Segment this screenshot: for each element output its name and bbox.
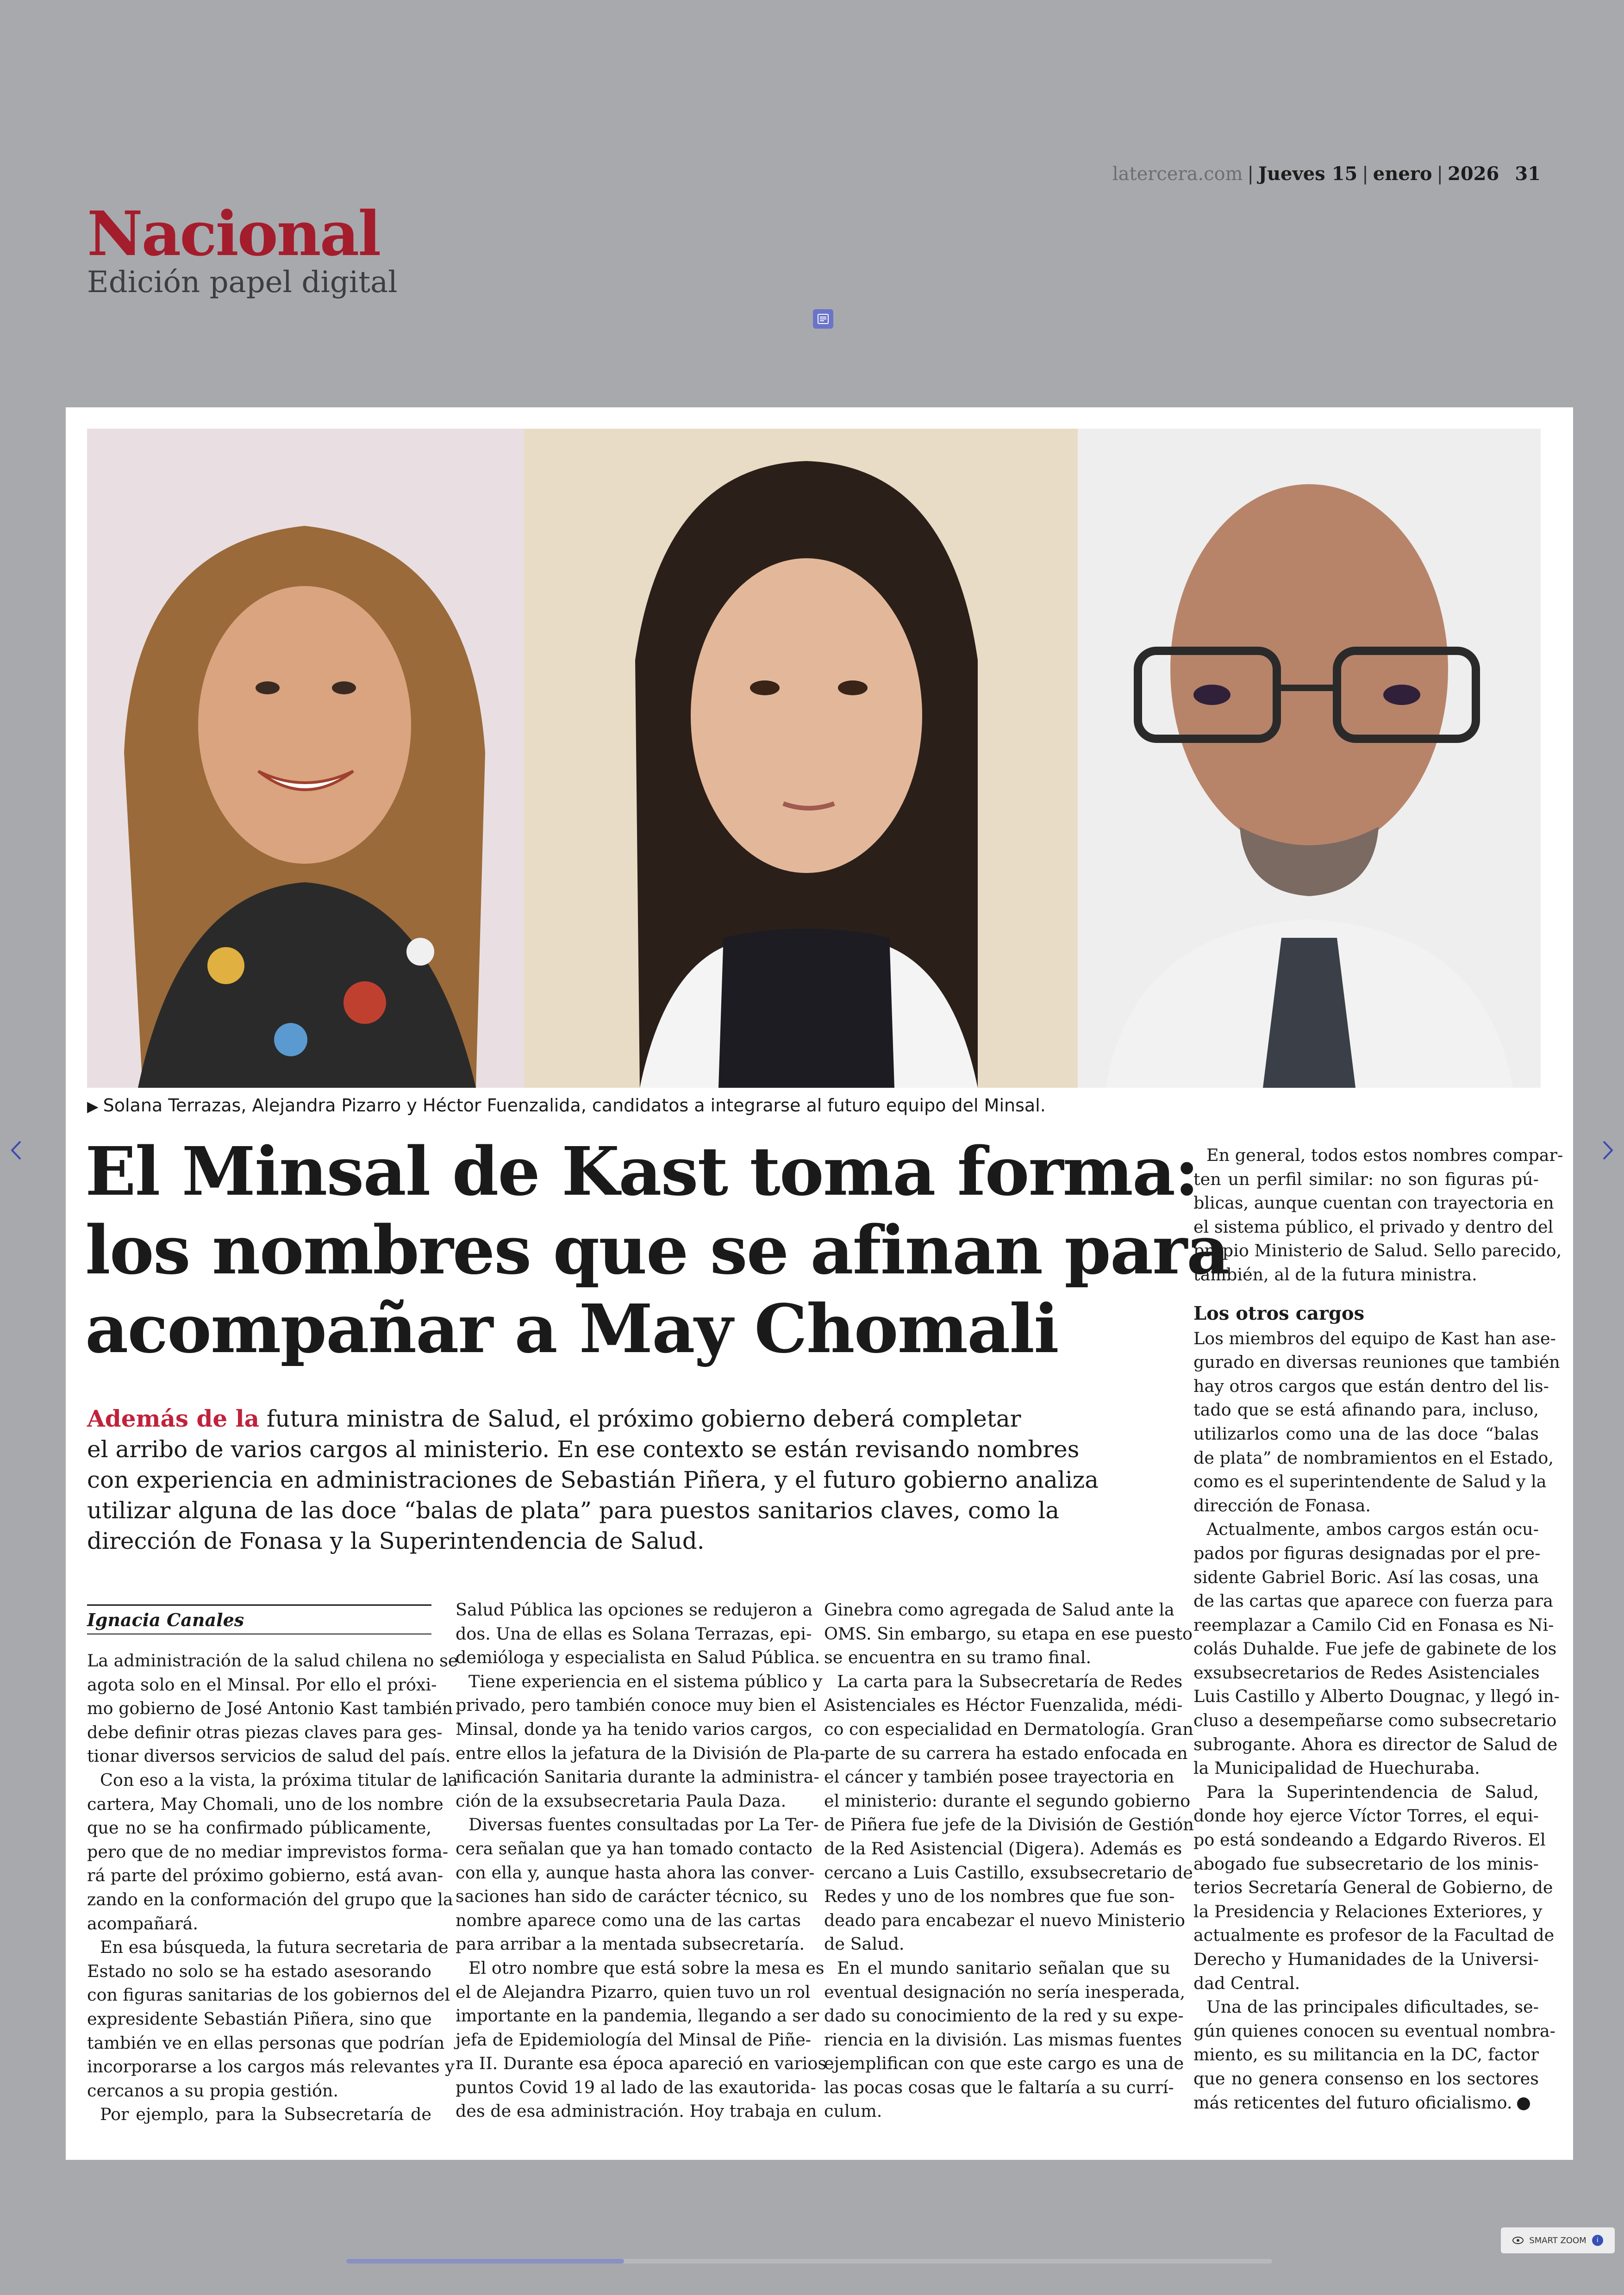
- text-line: acompañará.: [87, 1913, 198, 1933]
- lede-line: el arribo de varios cargos al ministerio. En ese contexto se están revisando nombres: [87, 1436, 1080, 1463]
- article-column-4: [1193, 1143, 1563, 2114]
- article-column-3: [824, 1598, 1194, 2123]
- text-line: nificación Sanitaria durante la administra-: [456, 1767, 819, 1787]
- info-badge: i: [1592, 2235, 1603, 2246]
- lede-line: con experiencia en administraciones de Sebastián Piñera, y el futuro gobierno analiza: [87, 1466, 1099, 1493]
- text-line: pados por figuras designadas por el pre-: [1193, 1543, 1541, 1563]
- text-line: que no genera consenso en los sectores: [1193, 2068, 1539, 2089]
- text-line: incorporarse a los cargos más relevantes y: [87, 2057, 455, 2077]
- notes-button[interactable]: [813, 309, 833, 329]
- text-line: Minsal, donde ya ha tenido varios cargos,: [456, 1719, 813, 1739]
- text-line: las pocas cosas que le faltaría a su currí-: [824, 2077, 1174, 2097]
- text-line: colás Duhalde. Fue jefe de gabinete de los: [1193, 1639, 1557, 1659]
- text-line: Tiene experiencia en el sistema público y: [468, 1671, 823, 1691]
- text-line: Derecho y Humanidades de la Universi-: [1193, 1949, 1539, 1969]
- weekday: Jueves 15: [1258, 163, 1358, 185]
- headline-line: los nombres que se afinan para: [85, 1211, 1229, 1289]
- text-line: demióloga y especialista en Salud Pública.: [456, 1647, 820, 1668]
- text-line: mo gobierno de José Antonio Kast también: [87, 1698, 453, 1719]
- text-line: cartera, May Chomali, uno de los nombre: [87, 1794, 443, 1814]
- headline-line: acompañar a May Chomali: [85, 1290, 1058, 1368]
- text-line: riencia en la división. Las mismas fuentes: [824, 2029, 1182, 2050]
- text-line: también ve en ellas personas que podrían: [87, 2033, 445, 2053]
- photo-solana-terrazas: [87, 429, 524, 1088]
- section-title: Nacional: [87, 198, 380, 270]
- caption-text: Solana Terrazas, Alejandra Pizarro y Héctor Fuenzalida, candidatos a integrarse al futuro equipo del Minsal.: [103, 1095, 1046, 1116]
- page-header-info: [1112, 163, 1541, 185]
- text-line: importante en la pandemia, llegando a ser: [456, 2006, 819, 2026]
- text-line: de la Red Asistencial (Digera). Además es: [824, 1838, 1182, 1858]
- text-line: dado su conocimiento de la red y su expe-: [824, 2006, 1184, 2026]
- text-line: ra II. Durante esa época apareció en varios: [456, 2053, 827, 2074]
- text-line: el cáncer y también posee trayectoria en: [824, 1767, 1174, 1787]
- text-line: expresidente Sebastián Piñera, sino que: [87, 2008, 432, 2029]
- text-line: el ministerio: durante el segundo gobierno: [824, 1790, 1191, 1811]
- lede-line: futura ministra de Salud, el próximo gobierno deberá completar: [259, 1405, 1021, 1432]
- end-of-article-icon: [1517, 2097, 1530, 2110]
- lede-line: utilizar alguna de las doce “balas de plata” para puestos sanitarios claves, como la: [87, 1497, 1060, 1524]
- eye-icon: [1512, 2237, 1524, 2244]
- text-line: Con eso a la vista, la próxima titular de la: [100, 1770, 458, 1790]
- text-line: con figuras sanitarias de los gobiernos del: [87, 1985, 450, 2005]
- text-line: cluso a desempeñarse como subsecretario: [1193, 1710, 1557, 1731]
- text-line: tado que se está afinando para, incluso,: [1193, 1400, 1539, 1420]
- text-line: el sistema público, el privado y dentro del: [1193, 1216, 1554, 1237]
- text-line: dos. Una de ellas es Solana Terrazas, epi-: [456, 1623, 812, 1644]
- text-line: como es el superintendente de Salud y la: [1193, 1472, 1547, 1492]
- text-line: agota solo en el Minsal. Por ello el próxi-: [87, 1674, 437, 1695]
- text-line: donde hoy ejerce Víctor Torres, el equi-: [1193, 1806, 1539, 1826]
- text-line: ejemplifican con que este cargo es una de: [824, 2053, 1184, 2074]
- year: 2026: [1448, 163, 1499, 185]
- previous-page-button[interactable]: [0, 1129, 32, 1171]
- photo-caption: [87, 1095, 1541, 1116]
- text-line: eventual designación no sería inesperada,: [824, 1982, 1186, 2002]
- next-page-button[interactable]: [1592, 1129, 1624, 1171]
- headline-line: El Minsal de Kast toma forma:: [85, 1132, 1199, 1210]
- text-line: la Municipalidad de Huechuraba.: [1193, 1758, 1480, 1778]
- notes-icon: [817, 313, 829, 324]
- text-line: jefa de Epidemiología del Minsal de Piñe-: [456, 2029, 812, 2050]
- text-line: la Presidencia y Relaciones Exteriores, y: [1193, 1901, 1543, 1921]
- text-line: Una de las principales dificultades, se-: [1206, 1997, 1539, 2017]
- text-line: con ella y, aunque hasta ahora las conver-: [456, 1862, 815, 1883]
- text-line: Asistenciales es Héctor Fuenzalida, médi-: [824, 1695, 1183, 1715]
- text-line: parte de su carrera ha estado enfocada en: [824, 1743, 1188, 1763]
- side-intro: [1193, 1143, 1563, 1287]
- text-line: miento, es su militancia en la DC, factor: [1193, 2045, 1539, 2065]
- text-line: actualmente es profesor de la Facultad de: [1193, 1925, 1555, 1946]
- text-line: nombre aparece como una de las cartas: [456, 1910, 801, 1930]
- text-line: gún quienes conocen su eventual nombra-: [1193, 2021, 1556, 2041]
- smart-zoom-label: SMART ZOOM: [1529, 2235, 1587, 2245]
- caption-marker-icon: ▶: [87, 1098, 99, 1115]
- text-line: tionar diversos servicios de salud del país.: [87, 1746, 451, 1766]
- text-line: La carta para la Subsecretaría de Redes: [837, 1671, 1183, 1691]
- text-line: propio Ministerio de Salud. Sello parecido,: [1193, 1241, 1562, 1261]
- text-line: Para la Superintendencia de Salud,: [1206, 1782, 1539, 1802]
- text-line: Luis Castillo y Alberto Dougnac, y llegó in-: [1193, 1686, 1560, 1707]
- lede: [87, 1403, 1207, 1556]
- site-name: latercera.com: [1112, 163, 1243, 185]
- text-line: exsubsecretarios de Redes Asistenciales: [1193, 1662, 1540, 1683]
- text-line: se encuentra en su tramo final.: [824, 1647, 1092, 1668]
- article-column-1: [87, 1649, 458, 2127]
- text-line: Los miembros del equipo de Kast han ase-: [1193, 1328, 1556, 1348]
- text-line: reemplazar a Camilo Cid en Fonasa es Ni-: [1193, 1615, 1554, 1635]
- text-line: po está sondeando a Edgardo Riveros. El: [1193, 1830, 1546, 1850]
- text-line: culum.: [824, 2101, 882, 2121]
- side-subhead: Los otros cargos: [1193, 1302, 1365, 1324]
- text-line: En esa búsqueda, la futura secretaria de: [100, 1937, 449, 1958]
- text-line: sidente Gabriel Boric. Así las cosas, una: [1193, 1567, 1539, 1587]
- text-line: co con especialidad en Dermatología. Gran: [824, 1719, 1193, 1739]
- text-line: rá parte del próximo gobierno, está avan-: [87, 1865, 443, 1886]
- headline: [85, 1132, 1243, 1368]
- text-line: para arribar a la mentada subsecretaría.: [456, 1934, 805, 1954]
- text-line: terios Secretaría General de Gobierno, de: [1193, 1877, 1553, 1898]
- text-line: de Salud.: [824, 1934, 905, 1954]
- text-line: La administración de la salud chilena no se: [87, 1651, 458, 1671]
- text-line: pero que de no mediar imprevistos forma-: [87, 1841, 449, 1862]
- section-masthead: [87, 198, 398, 299]
- text-line: Salud Pública las opciones se redujeron a: [456, 1600, 813, 1620]
- text-line: privado, pero también conoce muy bien el: [456, 1695, 817, 1715]
- text-line: de las cartas que aparece con fuerza para: [1193, 1591, 1553, 1611]
- text-line: En el mundo sanitario señalan que su: [837, 1958, 1170, 1978]
- text-line: Redes y uno de los nombres que fue son-: [824, 1886, 1175, 1907]
- text-line: dad Central.: [1193, 1973, 1300, 1993]
- text-line: zando en la conformación del grupo que la: [87, 1889, 453, 1909]
- separator: |: [1437, 163, 1443, 185]
- text-line: saciones han sido de carácter técnico, su: [456, 1886, 808, 1907]
- text-line: entre ellos la jefatura de la División de Pla-: [456, 1743, 826, 1763]
- article-column-2: [456, 1598, 827, 2123]
- text-line: puntos Covid 19 al lado de las exautorida-: [456, 2077, 816, 2097]
- text-line: también, al de la futura ministra.: [1193, 1264, 1477, 1285]
- text-line: gurado en diversas reuniones que también: [1193, 1352, 1560, 1372]
- text-line: Por ejemplo, para la Subsecretaría de: [100, 2104, 431, 2125]
- text-line: cercanos a su propia gestión.: [87, 2080, 339, 2101]
- text-line: debe definir otras piezas claves para ges-: [87, 1722, 443, 1742]
- text-line: dirección de Fonasa.: [1193, 1495, 1371, 1515]
- text-line: hay otros cargos que están dentro del lis-: [1193, 1376, 1549, 1396]
- page-progress-bar[interactable]: [346, 2259, 1272, 2264]
- text-line: cera señalan que ya han tomado contacto: [456, 1838, 812, 1858]
- text-line: ten un perfil similar: no son figuras pú-: [1193, 1169, 1539, 1189]
- text-line: Diversas fuentes consultadas por La Ter-: [468, 1815, 819, 1835]
- side-body: [1193, 1327, 1560, 2115]
- section-subtitle: Edición papel digital: [87, 265, 398, 299]
- text-line: de Piñera fue jefe de la División de Gestión: [824, 1815, 1194, 1835]
- text-line: des de esa administración. Hoy trabaja en: [456, 2101, 817, 2121]
- chevron-right-icon: [1601, 1139, 1615, 1162]
- text-line: deado para encabezar el nuevo Ministerio: [824, 1910, 1185, 1930]
- text-line: subrogante. Ahora es director de Salud de: [1193, 1734, 1558, 1754]
- separator: |: [1362, 163, 1368, 185]
- chevron-left-icon: [9, 1139, 23, 1162]
- text-line: cercano a Luis Castillo, exsubsecretario de: [824, 1862, 1193, 1883]
- byline: Ignacia Canales: [87, 1604, 431, 1634]
- text-line: utilizarlos como una de las doce “balas: [1193, 1423, 1539, 1444]
- month: enero: [1373, 163, 1432, 185]
- text-line: el de Alejandra Pizarro, quien tuvo un rol: [456, 1982, 811, 2002]
- text-line: En general, todos estos nombres compar-: [1206, 1145, 1563, 1165]
- photo-alejandra-pizarro: [524, 429, 1078, 1088]
- photo-row: [87, 429, 1541, 1088]
- text-line: que no se ha confirmado públicamente,: [87, 1818, 431, 1838]
- page-progress-fill: [346, 2259, 624, 2264]
- lede-kicker: Además de la: [87, 1405, 259, 1432]
- text-line: más reticentes del futuro oficialismo.: [1193, 2092, 1512, 2113]
- text-line: abogado fue subsecretario de los minis-: [1193, 1853, 1539, 1874]
- lede-line: dirección de Fonasa y la Superintendencia de Salud.: [87, 1528, 705, 1554]
- text-line: OMS. Sin embargo, su etapa en ese puesto: [824, 1623, 1193, 1644]
- separator: |: [1247, 163, 1254, 185]
- text-line: Actualmente, ambos cargos están ocu-: [1206, 1519, 1539, 1540]
- page-number: 31: [1515, 163, 1541, 185]
- text-line: ción de la exsubsecretaria Paula Daza.: [456, 1790, 787, 1811]
- text-line: de plata” de nombramientos en el Estado,: [1193, 1447, 1554, 1468]
- text-line: blicas, aunque cuentan con trayectoria en: [1193, 1193, 1554, 1213]
- text-line: Ginebra como agregada de Salud ante la: [824, 1600, 1174, 1620]
- smart-zoom-button[interactable]: [1501, 2227, 1615, 2253]
- photo-hector-fuenzalida: [1078, 429, 1541, 1088]
- text-line: Estado no solo se ha estado asesorando: [87, 1961, 431, 1981]
- text-line: El otro nombre que está sobre la mesa es: [468, 1958, 824, 1978]
